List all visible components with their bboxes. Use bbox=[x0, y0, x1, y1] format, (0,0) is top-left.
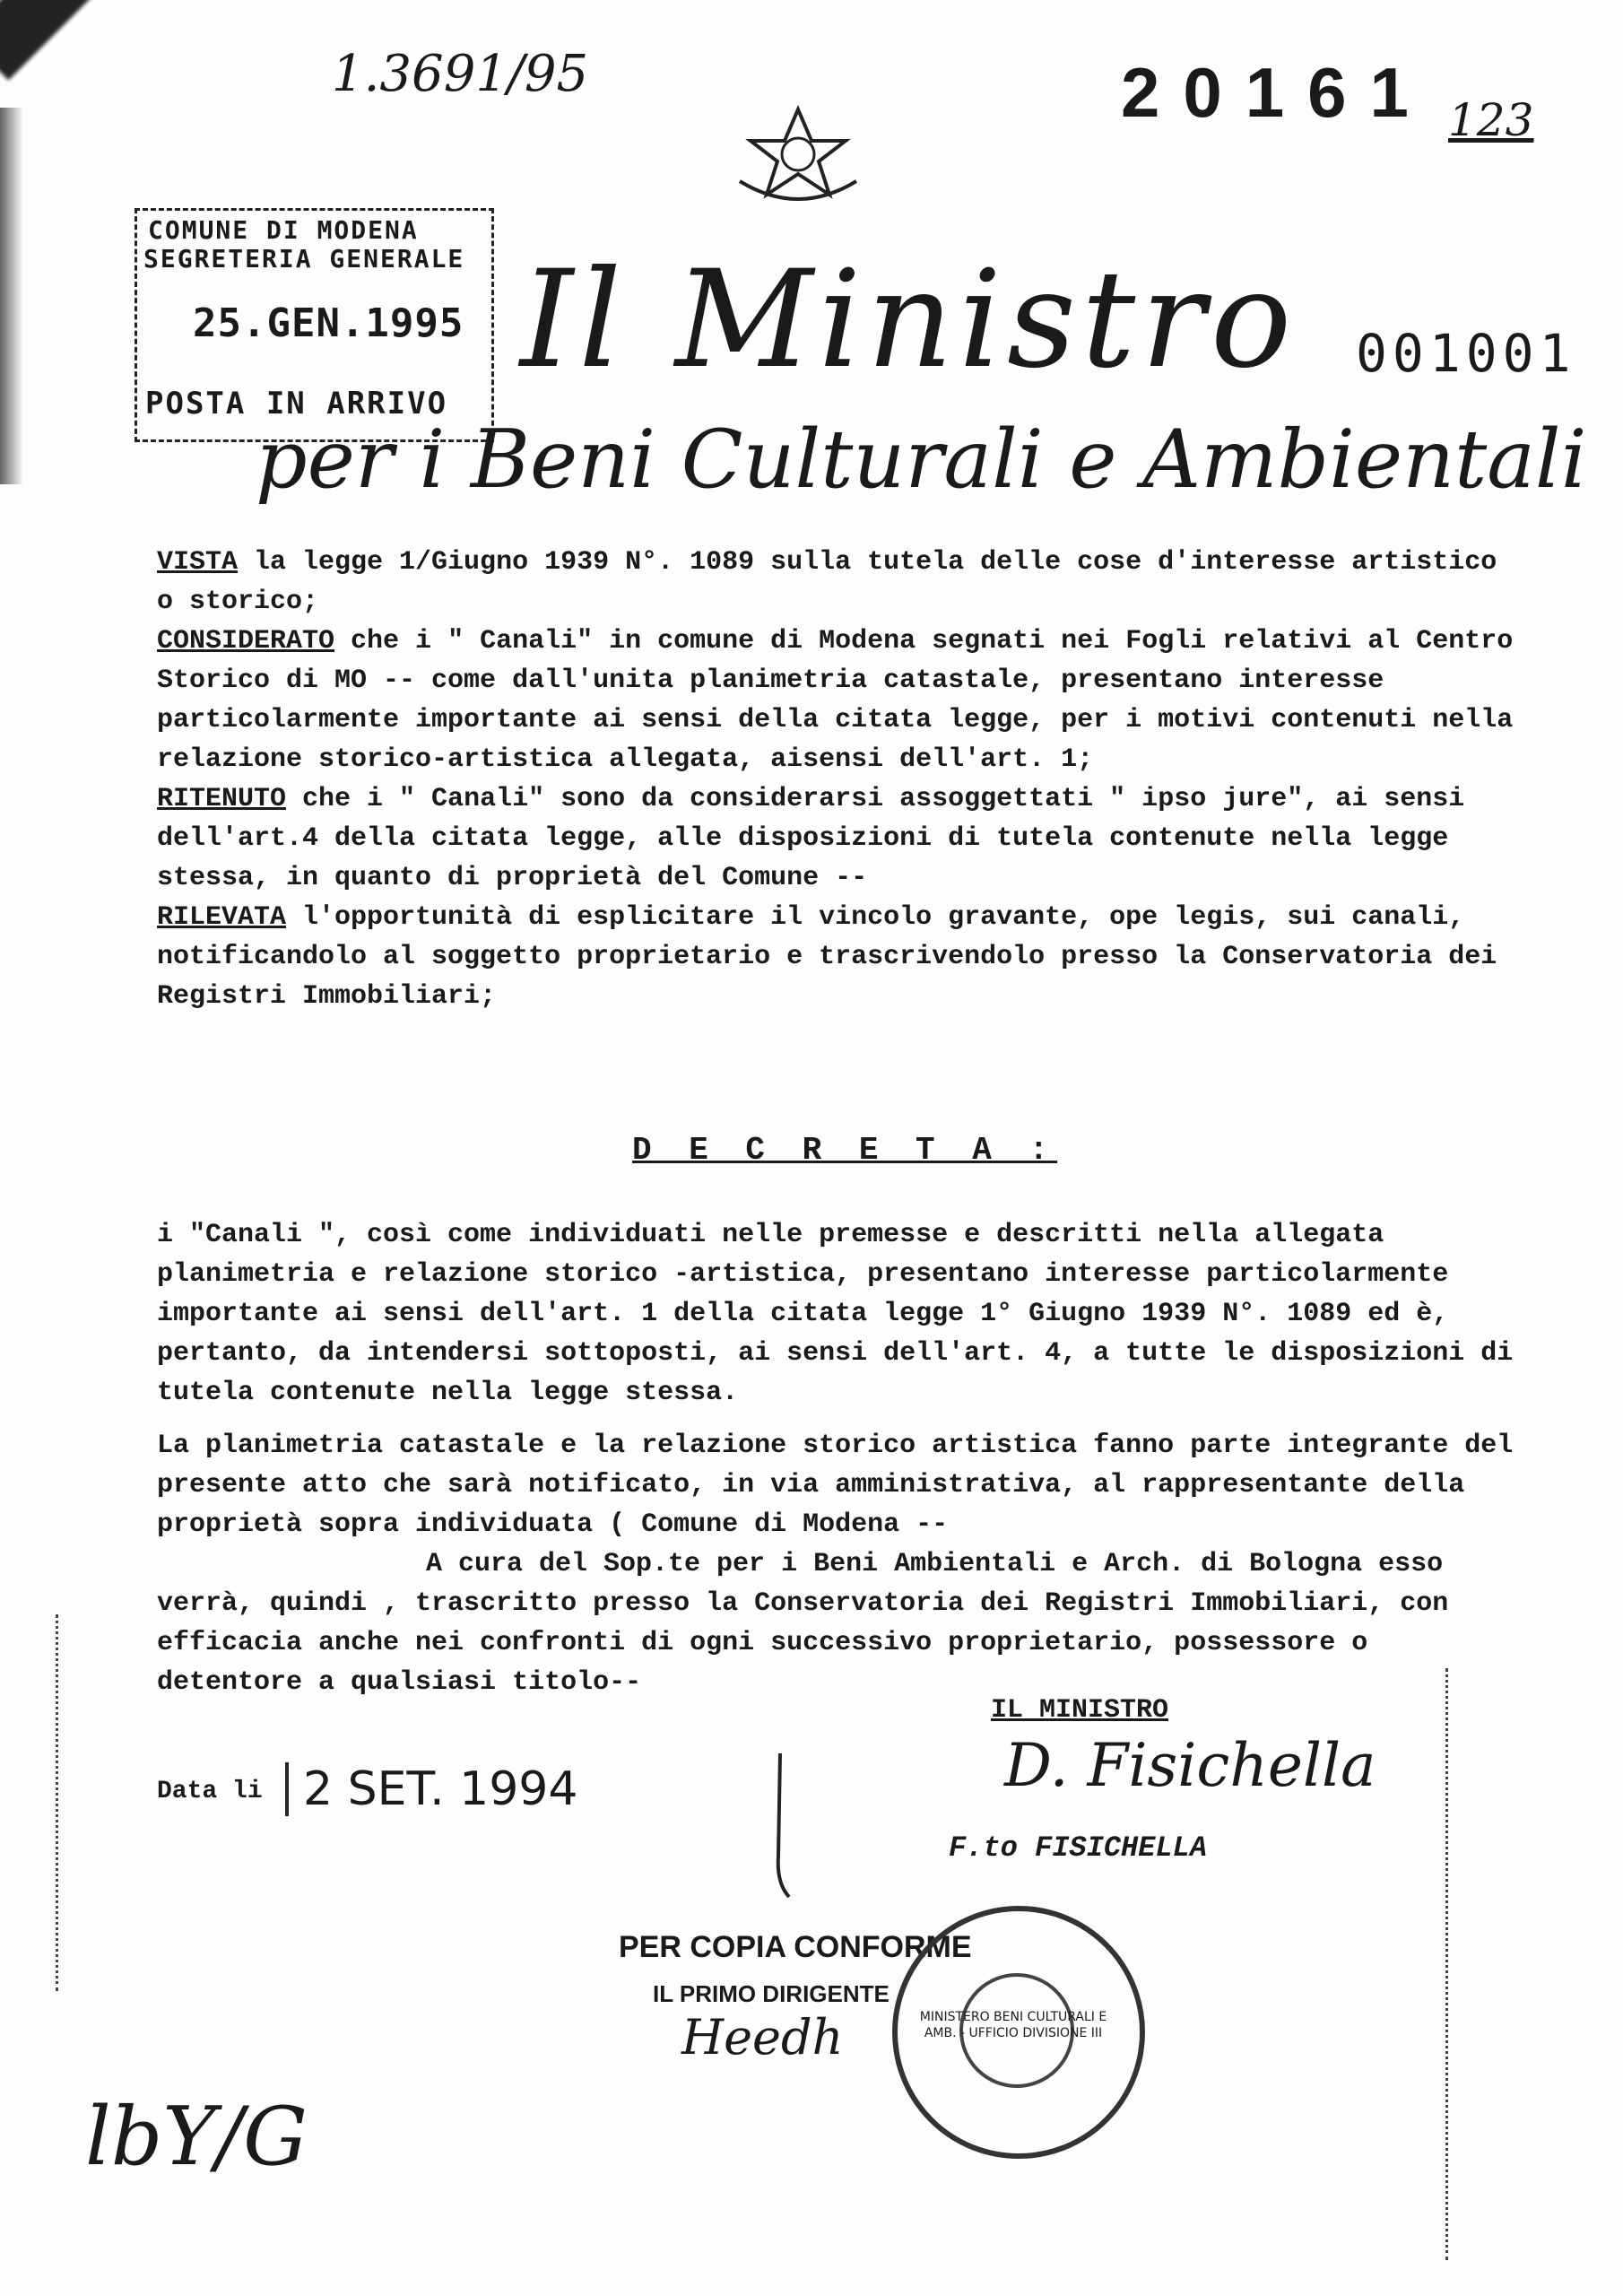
signed-by: F.to FISICHELLA bbox=[949, 1831, 1208, 1865]
copy-stamp-signature: Heedh bbox=[681, 2009, 844, 2066]
considerato-text: che i " Canali" in comune di Modena segnati nei Fogli relativi al Centro Storico di MO -- come dall'unita planimetria catastale, presentano interesse particolarmente importante ai sensi della citata legge, per i motivi contenuti nella relazione storico-artistica allegata, aisensi dell'art. 1; bbox=[157, 626, 1514, 775]
receipt-stamp-line1: COMUNE DI MODENA bbox=[148, 215, 419, 245]
copy-stamp-line1: PER COPIA CONFORME bbox=[619, 1930, 972, 1964]
decree-para2b: A cura del Sop.te per i Beni Ambientali e Arch. di Bologna esso verrà, quindi , trascritto presso la Conservatoria dei Registri Immobiliari, con efficacia anche nei confronti di ogni successivo proprietario, possessore o detentore a qualsiasi titolo-- bbox=[157, 1549, 1449, 1698]
receipt-stamp-line2: SEGRETERIA GENERALE bbox=[143, 244, 465, 274]
register-number: 20161 bbox=[1121, 53, 1432, 132]
receipt-stamp-date: 25.GEN.1995 bbox=[193, 300, 464, 346]
footer-initials: lbY/G bbox=[85, 2090, 308, 2184]
preamble bbox=[157, 543, 1520, 1016]
italian-republic-emblem-icon bbox=[722, 100, 874, 208]
scan-smudge bbox=[0, 0, 218, 80]
minister-signature: D. Fisichella bbox=[1004, 1731, 1376, 1800]
scan-edge-shadow bbox=[0, 108, 23, 484]
date-value: 2 SET. 1994 bbox=[285, 1762, 577, 1816]
protocol-handwritten: 1.3691/95 bbox=[332, 45, 589, 103]
kw-ritenuto: RITENUTO bbox=[157, 784, 287, 814]
clause-ritenuto bbox=[157, 779, 1520, 898]
decree-para2a: La planimetria catastale e la relazione storico artistica fanno parte integrante del presente atto che sarà notificato, in via amministrativa, al rappresentante della proprietà sopra individuata ( Comune di Modena -- bbox=[157, 1431, 1514, 1540]
letterhead-title: Il Ministro bbox=[520, 242, 1298, 398]
kw-considerato: CONSIDERATO bbox=[157, 626, 335, 657]
doc-number: 001001 bbox=[1356, 323, 1576, 384]
vista-text: la legge 1/Giugno 1939 N°. 1089 sulla tutela delle cose d'interesse artistico o storico; bbox=[157, 547, 1497, 617]
margin-dots bbox=[1445, 1668, 1448, 2260]
clause-vista bbox=[157, 543, 1520, 622]
copy-stamp-line2: IL PRIMO DIRIGENTE bbox=[653, 1980, 890, 2007]
date-label: Data li bbox=[157, 1778, 263, 1805]
clause-rilevata bbox=[157, 898, 1520, 1016]
ritenuto-text: che i " Canali" sono da considerarsi assoggettati " ipso jure", ai sensi dell'art.4 della citata legge, alle disposizioni di tutela contenute nella legge stessa, in quanto di proprietà del Comune -- bbox=[157, 784, 1465, 893]
receipt-stamp-line4: POSTA IN ARRIVO bbox=[145, 386, 448, 422]
kw-rilevata: RILEVATA bbox=[157, 902, 287, 933]
decree-para1: i "Canali ", così come individuati nelle premesse e descritti nella allegata planimetria e relazione storico -artistica, presentano interesse particolarmente importante ai sensi dell'art. 1 della citata legge 1° Giugno 1939 N°. 1089 ed è, pertanto, da intendersi sottoposti, ai sensi dell'art. 4, a tutte le disposizioni di tutela contenute nella legge stessa. bbox=[157, 1220, 1514, 1408]
decree-heading: D E C R E T A : bbox=[632, 1132, 1058, 1169]
clause-considerato bbox=[157, 622, 1520, 779]
margin-dots-2 bbox=[56, 1614, 58, 1991]
minister-label: IL MINISTRO bbox=[991, 1695, 1169, 1726]
margin-number: 123 bbox=[1448, 94, 1534, 146]
letterhead-subtitle: per i Beni Culturali e Ambientali bbox=[256, 413, 1587, 507]
kw-vista: VISTA bbox=[157, 547, 239, 578]
pen-stroke bbox=[753, 1749, 807, 1901]
seal-text: MINISTERO BENI CULTURALI E AMB. - UFFICIO DIVISIONE III bbox=[919, 2010, 1107, 2040]
rilevata-text: l'opportunità di esplicitare il vincolo gravante, ope legis, sui canali, notificandolo al soggetto proprietario e trascrivendolo presso la Conservatoria dei Registri Immobiliari; bbox=[157, 902, 1497, 1012]
